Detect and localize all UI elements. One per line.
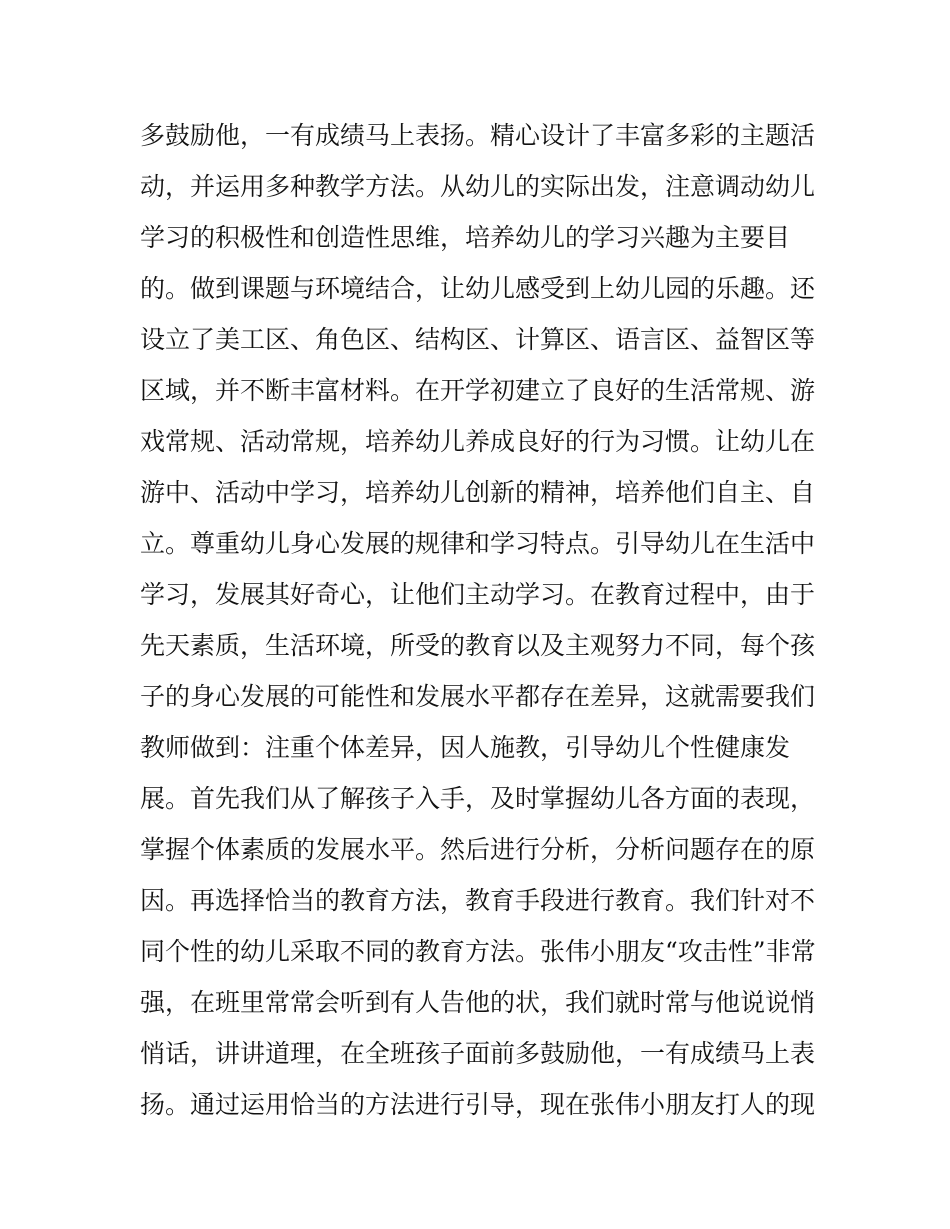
text-line-8: 游中、活动中学习，培养幼儿创新的精神，培养他们自主、自 xyxy=(140,478,816,507)
text-line-19: 悄话，讲讲道理，在全班孩子面前多鼓励他，一有成绩马上表 xyxy=(140,1039,816,1068)
text-line-1: 多鼓励他，一有成绩马上表扬。精心设计了丰富多彩的主题活 xyxy=(140,121,816,150)
text-line-11: 先天素质，生活环境，所受的教育以及主观努力不同，每个孩 xyxy=(140,631,816,660)
text-line-2: 动，并运用多种教学方法。从幼儿的实际出发，注意调动幼儿 xyxy=(140,172,816,201)
text-line-20: 扬。通过运用恰当的方法进行引导，现在张伟小朋友打人的现 xyxy=(140,1090,816,1119)
text-line-9: 立。尊重幼儿身心发展的规律和学习特点。引导幼儿在生活中 xyxy=(140,529,816,558)
text-line-3: 学习的积极性和创造性思维，培养幼儿的学习兴趣为主要目 xyxy=(140,223,791,252)
text-line-10: 学习，发展其好奇心，让他们主动学习。在教育过程中，由于 xyxy=(140,580,816,609)
text-line-13: 教师做到：注重个体差异，因人施教，引导幼儿个性健康发 xyxy=(140,733,791,762)
text-line-6: 区域，并不断丰富材料。在开学初建立了良好的生活常规、游 xyxy=(140,376,816,405)
text-line-16: 因。再选择恰当的教育方法，教育手段进行教育。我们针对不 xyxy=(140,886,816,915)
text-line-5: 设立了美工区、角色区、结构区、计算区、语言区、益智区等 xyxy=(140,325,816,354)
text-line-18: 强，在班里常常会听到有人告他的状，我们就时常与他说说悄 xyxy=(140,988,816,1017)
text-line-12: 子的身心发展的可能性和发展水平都存在差异，这就需要我们 xyxy=(140,682,816,711)
body-text xyxy=(140,110,830,1130)
text-line-17: 同个性的幼儿采取不同的教育方法。张伟小朋友“攻击性”非常 xyxy=(140,937,816,966)
text-line-14: 展。首先我们从了解孩子入手，及时掌握幼儿各方面的表现， xyxy=(140,784,816,813)
text-line-15: 掌握个体素质的发展水平。然后进行分析，分析问题存在的原 xyxy=(140,835,816,864)
text-line-7: 戏常规、活动常规，培养幼儿养成良好的行为习惯。让幼儿在 xyxy=(140,427,816,456)
text-line-4: 的。做到课题与环境结合，让幼儿感受到上幼儿园的乐趣。还 xyxy=(140,274,816,303)
